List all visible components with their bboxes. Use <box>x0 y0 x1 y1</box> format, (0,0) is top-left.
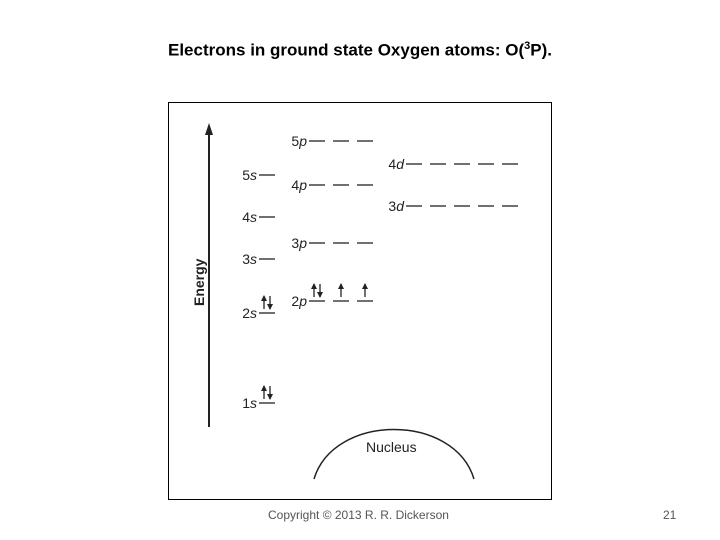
page-number: 21 <box>663 508 677 522</box>
footer-copyright: Copyright © 2013 R. R. Dickerson <box>268 508 449 522</box>
energy-levels <box>242 133 518 411</box>
level-label-1s: 1s <box>242 395 257 411</box>
level-label-4p: 4p <box>291 177 307 193</box>
level-label-3d: 3d <box>388 198 404 214</box>
level-label-4s: 4s <box>242 209 257 225</box>
energy-axis-label: Energy <box>191 258 207 306</box>
electron-down-2s-1-head <box>267 304 273 310</box>
energy-axis-arrowhead <box>205 123 213 135</box>
level-5p <box>291 133 373 149</box>
level-3d <box>388 198 518 214</box>
level-1s <box>242 385 275 411</box>
diagram-canvas <box>169 103 553 501</box>
title-superscript: 3 <box>524 40 531 52</box>
level-3s <box>242 251 275 267</box>
level-4p <box>291 177 373 193</box>
nucleus-label: Nucleus <box>366 439 417 455</box>
level-label-5p: 5p <box>291 133 307 149</box>
energy-level-diagram <box>168 102 552 500</box>
level-label-5s: 5s <box>242 167 257 183</box>
level-2p <box>291 283 373 309</box>
electron-down-2p-1-head <box>317 292 323 298</box>
level-4d <box>388 156 518 172</box>
electron-down-1s-1-head <box>267 394 273 400</box>
electron-up-2p-3-head <box>362 283 368 289</box>
level-3p <box>291 235 373 251</box>
title-main: Electrons in ground state Oxygen atoms: O( <box>168 40 525 60</box>
level-label-2p: 2p <box>291 293 307 309</box>
level-5s <box>242 167 275 183</box>
level-4s <box>242 209 275 225</box>
electron-up-2p-2-head <box>338 283 344 289</box>
level-label-3s: 3s <box>242 251 257 267</box>
level-2s <box>242 295 275 321</box>
electron-up-1s-1-head <box>261 385 267 391</box>
level-label-2s: 2s <box>242 305 257 321</box>
level-label-4d: 4d <box>388 156 404 172</box>
level-label-3p: 3p <box>291 235 307 251</box>
title-end: P). <box>530 40 552 60</box>
slide-title <box>0 40 720 61</box>
electron-up-2p-1-head <box>311 283 317 289</box>
electron-up-2s-1-head <box>261 295 267 301</box>
